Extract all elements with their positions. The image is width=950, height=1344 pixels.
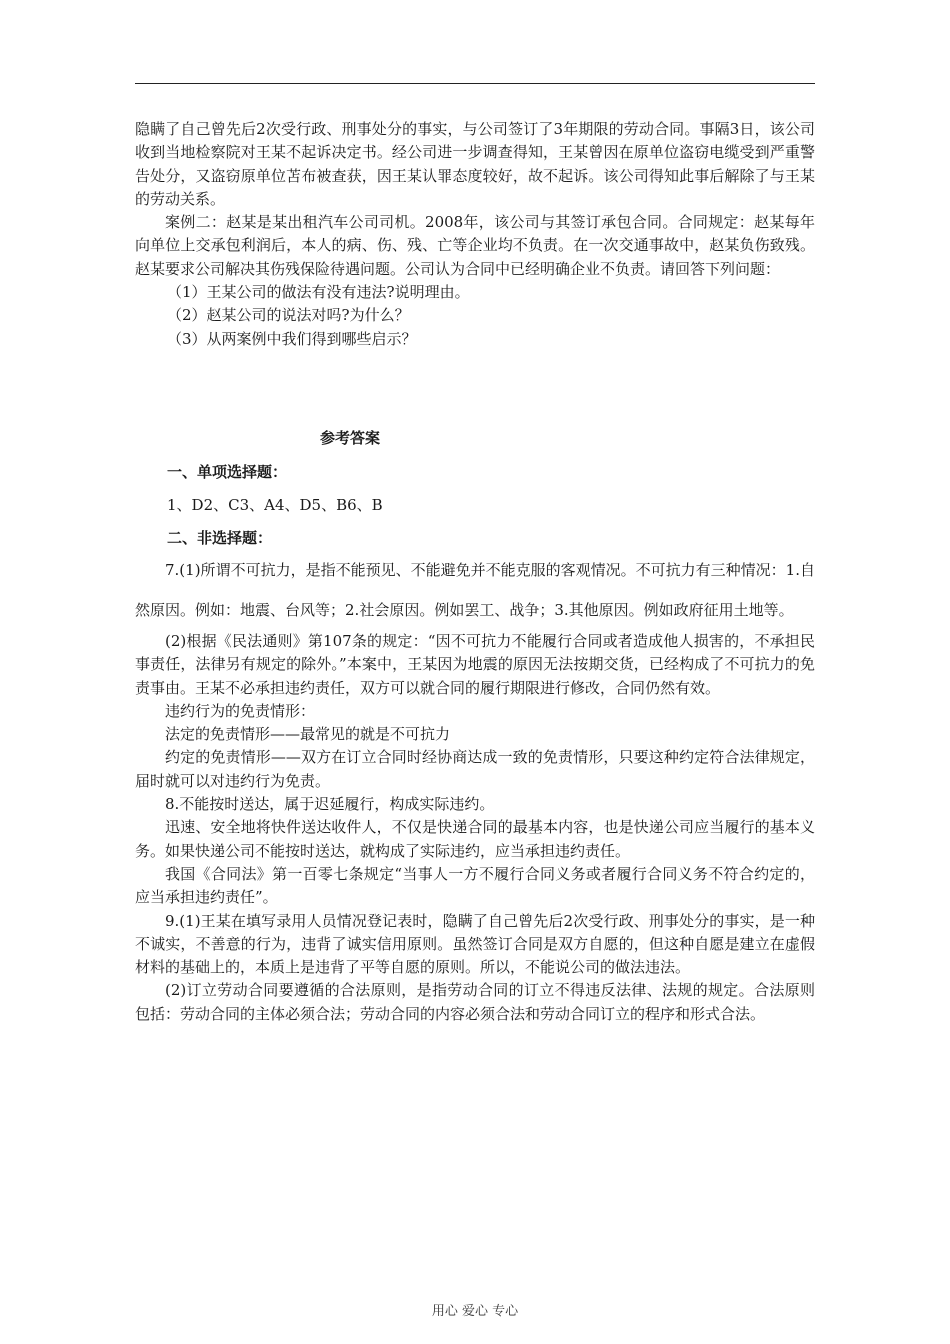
answer-8-part-2: 迅速、安全地将快件送达收件人，不仅是快递合同的最基本内容，也是快递公司应当履行的基本义务。如果快递公司不能按时送达，就构成了实际违约，应当承担违约责任。 xyxy=(135,818,815,860)
question-3: （3）从两案例中我们得到哪些启示？ xyxy=(167,329,417,348)
answer-8-part-1: 8.不能按时送达，属于迟延履行，构成实际违约。 xyxy=(165,795,495,814)
answer-7-agreed-exemption: 约定的免责情形——双方在订立合同时经协商达成一致的免责情形，只要这种约定符合法律规定，届时就可以对违约行为免责。 xyxy=(135,748,815,790)
header-rule xyxy=(135,83,815,84)
case1-continuation: 隐瞒了自己曾先后2次受行政、刑事处分的事实，与公司签订了3年期限的劳动合同。事隔3日，该公司收到当地检察院对王某不起诉决定书。经公司进一步调查得知，王某曾因在原单位盗窃电缆受到严重警告处分，又盗窃原单位苫布被查获，因王某认罪态度较好，故不起诉。该公司得知此事后解除了与王某的劳动关系。 xyxy=(135,120,815,208)
answer-7-legal-exemption: 法定的免责情形——最常见的就是不可抗力 xyxy=(165,725,451,744)
answer-7-part-2: (2)根据《民法通则》第107条的规定：“因不可抗力不能履行合同或者造成他人损害的，不承担民事责任，法律另有规定的除外。”本案中，王某因为地震的原因无法按期交货，已经构成了不可抗力的免责事由。王某不必承担违约责任，双方可以就合同的履行期限进行修改，合同仍然有效。 xyxy=(135,631,815,697)
answer-7-exemption-title: 违约行为的免责情形： xyxy=(165,701,316,720)
question-1: （1）王某公司的做法有没有违法?说明理由。 xyxy=(167,283,470,302)
answer-8-part-3: 我国《合同法》第一百零七条规定“当事人一方不履行合同义务或者履行合同义务不符合约定的，应当承担违约责任”。 xyxy=(135,864,815,907)
answer-7-part-1: 7.(1)所谓不可抗力，是指不能预见、不能避免并不能克服的客观情况。不可抗力有三种情况：1.自然原因。例如：地震、台风等；2.社会原因。例如罢工、战争；3.其他原因。例如政府征用土地等。 xyxy=(135,560,815,619)
question-2: （2）赵某公司的说法对吗?为什么？ xyxy=(167,306,410,325)
page-footer: 用心 爱心 专心 xyxy=(431,1304,519,1319)
answer-9-part-1: 9.(1)王某在填写录用人员情况登记表时，隐瞒了自己曾先后2次受行政、刑事处分的事实，是一种不诚实，不善意的行为，违背了诚实信用原则。虽然签订合同是双方自愿的，但这种自愿是建立在虚假材料的基础上的，本质上是违背了平等自愿的原则。所以，不能说公司的做法违法。 xyxy=(135,911,815,977)
case2-paragraph: 案例二：赵某是某出租汽车公司司机。2008年，该公司与其签订承包合同。合同规定：赵某每年向单位上交承包利润后，本人的病、伤、残、亡等企业均不负责。在一次交通事故中，赵某负伤致残。赵某要求公司解决其伤残保险待遇问题。公司认为合同中已经明确企业不负责。请回答下列问题： xyxy=(135,213,815,278)
section-1-answers: 1、D2、C3、A4、D5、B6、B xyxy=(167,495,383,514)
answer-9-part-2: (2)订立劳动合同要遵循的合法原则，是指劳动合同的订立不得违反法律、法规的规定。合法原则包括：劳动合同的主体必须合法；劳动合同的内容必须合法和劳动合同订立的程序和形式合法。 xyxy=(135,981,815,1023)
section-1-title: 一、单项选择题： xyxy=(167,462,288,481)
section-2-title: 二、非选择题： xyxy=(167,528,273,547)
document-body xyxy=(135,118,815,1026)
answers-title: 参考答案 xyxy=(320,428,381,447)
